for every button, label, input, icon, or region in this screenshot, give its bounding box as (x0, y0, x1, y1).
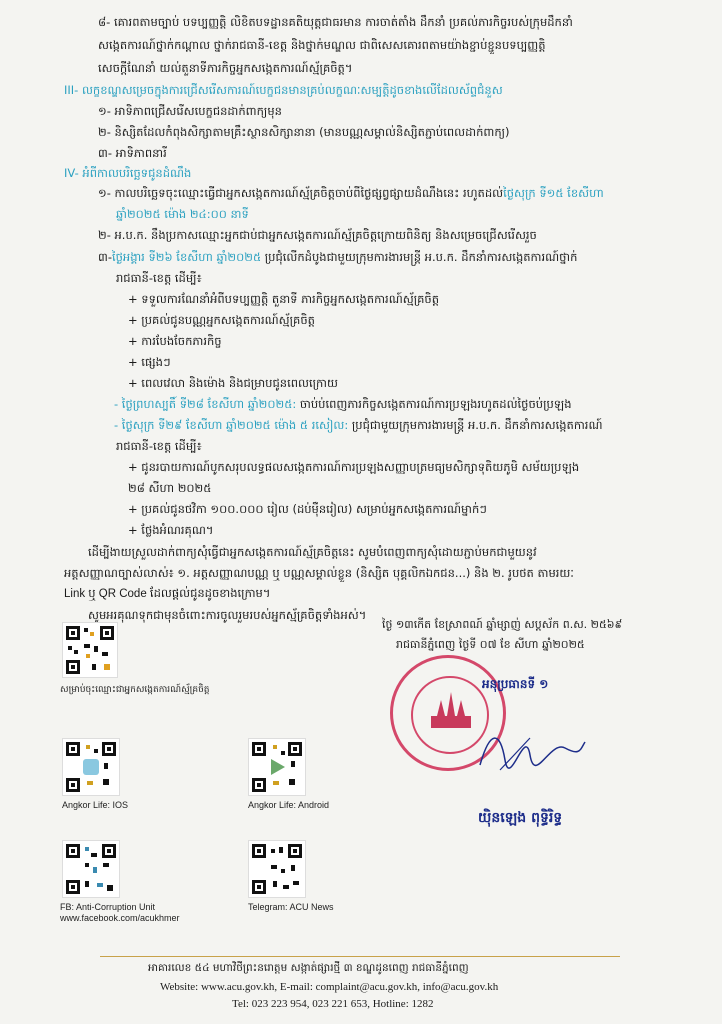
date-solar: រាជធានីភ្នំពេញ ថ្ងៃទី ០៧ ខែ សីហា ឆ្នាំ២០២៥ (396, 638, 585, 651)
register-qr-label: សម្រាប់ចុះឈ្មោះជាអ្នកសង្កេតការណ៍ស្ម័គ្រចិត្ត (60, 684, 210, 694)
qr-icon (63, 623, 117, 677)
item8-line1: ៨- គោរពតាមច្បាប់ បទប្បញ្ញត្តិ លិខិតបទដ្ឋានគតិយុត្តជាធរមាន ការចាត់តាំង ដឹកនាំ ប្រគល់ភារកិច្ចរបស់ក្រុមដឹកនាំ (98, 15, 573, 29)
date-lunar: ថ្ងៃ ១៣កើត ខែស្រាពណ៍ ឆ្នាំម្សាញ់ សប្តស័ក ព.ស. ២៥៦៩ (382, 618, 623, 631)
bullet-list-item: + ការបែងចែកភារកិច្ច (128, 334, 222, 348)
telegram-qr-code[interactable] (248, 840, 306, 898)
s4-item3-cont: រាជធានី-ខេត្ត ដើម្បី៖ (116, 271, 202, 285)
footer-address: អាគារលេខ ៥៤ មហាវិថីព្រះនរោត្តម សង្កាត់ផ្សារថ្មី ៣ ខណ្ឌដូនពេញ រាជធានីភ្នំពេញ (148, 962, 469, 974)
bullet-list-item: + ប្រគល់ជូនបណ្ណអ្នកសង្កេតការណ៍ស្ម័គ្រចិត្ត (128, 313, 315, 327)
s4-item3-date: ថ្ងៃអង្គារ ទី២៦ ខែសីហា ឆ្នាំ២០២៥ (111, 250, 262, 264)
item8-line2: សង្កេតការណ៍ថ្នាក់កណ្តាល ថ្នាក់រាជធានី-ខេត្ត និងថ្នាក់មណ្ឌល ជាពិសេសគោរពតាមយ៉ាងខ្ជាប់ខ្ជួនបទប្បញ្ញត្តិ (98, 38, 546, 52)
signatory-title: អនុប្រធានទី ១ (482, 677, 549, 691)
telegram-qr-label: Telegram: ACU News (248, 902, 334, 912)
s4-item1-text: ១- កាលបរិច្ឆេទចុះឈ្មោះធ្វើជាអ្នកសង្កេតការណ៍ស្ម័គ្រចិត្តចាប់ពីថ្ងៃផ្សព្វផ្សាយដំណឹងនេះ រហូតដល់ (98, 186, 504, 200)
s4-dash2-text: ប្រជុំជាមួយក្រុមការងារមន្ត្រី អ.ប.ក. ដឹកនាំការសង្កេតការណ៍ (348, 418, 603, 432)
s4-dash1-text: ចាប់ប់ពេញភារកិច្ចសង្កេតការណ៍ការប្រឡងរហូតដល់ថ្ងៃចប់ប្រឡង (296, 397, 572, 411)
s4-item3-text: ប្រជុំលើកដំបូងជាមួយក្រុមការងារមន្ត្រី អ.ប.ក. ដឹកនាំការសង្កេតការណ៍ថ្នាក់ (261, 250, 578, 264)
register-qr-code[interactable] (62, 622, 118, 678)
bullet-list-item: + ពេលវេលា និងម៉ោង និងជម្រាបជូនពេលក្រោយ (128, 376, 338, 390)
s4-item3-num: ៣- (98, 250, 112, 264)
bullet-list-item: + ជូនរបាយការណ៍បូកសរុបលទ្ធផលសង្កេតការណ៍ការប្រឡងសញ្ញាបត្រមធ្យមសិក្សាទុតិយភូមិ សម័យប្រឡង (128, 460, 580, 474)
facebook-qr-label: FB: Anti-Corruption Unit (60, 902, 156, 912)
signatory-name: យ៉ិនឡេង ពុទ្ធិរិទ្ធ (478, 810, 563, 826)
qr-icon (63, 841, 119, 897)
section3-title: III- លក្ខខណ្ឌសម្រេចក្នុងការជ្រើសរើសការណ៍បេក្ខជនមានគ្រប់លក្ខណៈសម្បត្តិដូចខាងលើដែលស័ព្ទជំនួស (64, 83, 503, 97)
android-qr-label: Angkor Life: Android (248, 800, 330, 810)
closing-line4: សូមអរគុណទុកជាមុនចំពោះការចូលរួមរបស់អ្នកស្ម័គ្រចិត្តទាំងអស់។ (88, 608, 367, 622)
bullet-list-item: + ប្រគល់ជូនថវិកា ១០០.០០០ រៀល (ដប់ម៉ឺនរៀល) សម្រាប់អ្នកសង្កេតការណ៍ម្នាក់ៗ (128, 502, 487, 516)
s4-item1 (98, 186, 604, 200)
ios-qr-code[interactable] (62, 738, 120, 796)
footer-divider (100, 956, 620, 957)
bullet-list-item: ២៨ សីហា ២០២៥ (128, 481, 212, 495)
s4-dash1 (114, 397, 572, 411)
bullet-list-item: + ទទួលការណែនាំអំពីបទប្បញ្ញត្តិ តួនាទី ភារកិច្ចអ្នកសង្កេតការណ៍ស្ម័គ្រចិត្ត (128, 292, 440, 306)
s3-item3: ៣- អាទិភាពនារី (98, 146, 167, 160)
s3-item2: ២- និស្សិតដែលកំពុងសិក្សាតាមគ្រឹះស្ថានសិក្សានានា (មានបណ្ណសម្គាល់និស្សិតភ្ជាប់ពេលដាក់ពាក្យ) (98, 125, 510, 139)
closing-line1: ដើម្បីងាយស្រួលដាក់ពាក្យសុំធ្វើជាអ្នកសង្កេតការណ៍ស្ម័គ្រចិត្តនេះ សូមបំពេញពាក្យសុំដោយភ្ជាប់មកជាមួយនូវ (88, 545, 537, 559)
s4-item1-date: ថ្ងៃសុក្រ ទី១៥ ខែសីហា (503, 186, 604, 200)
facebook-url-label: www.facebook.com/acukhmer (60, 913, 180, 923)
bullet-list-item: + ថ្លែងអំណរគុណ។ (128, 523, 214, 537)
ios-qr-label: Angkor Life: IOS (62, 800, 129, 810)
bullet-list-item: + ផ្សេងៗ (128, 355, 171, 369)
s4-item3 (98, 250, 577, 264)
s4-dash2-date: - ថ្ងៃសុក្រ ទី២៩ ខែសីហា ឆ្នាំ២០២៥ ម៉ោង ៥ រសៀល: (114, 418, 349, 432)
s4-item2: ២- អ.ប.ក. នឹងប្រកាសឈ្មោះអ្នកជាប់ជាអ្នកសង្កេតការណ៍ស្ម័គ្រចិត្តក្រោយពិនិត្យ និងសម្រេចជ្រើសរើសរួច (98, 228, 537, 242)
section4-title: IV- អំពីកាលបរិច្ឆេទជូនដំណឹង (64, 166, 192, 180)
qr-icon (63, 739, 119, 795)
android-qr-code[interactable] (248, 738, 306, 796)
item8-line3: សេចក្តីណែនាំ យល់តួនាទីភារកិច្ចអ្នកសង្កេតការណ៍ស្ម័គ្រចិត្ត។ (98, 61, 353, 75)
s3-item1: ១- អាទិភាពជ្រើសរើសបេក្ខជនដាក់ពាក្យមុន (98, 104, 282, 118)
footer-web-email: Website: www.acu.gov.kh, E-mail: complaint@acu.gov.kh, info@acu.gov.kh (160, 981, 499, 993)
handwritten-signature (470, 720, 590, 780)
s4-dash2 (114, 418, 603, 432)
qr-icon (249, 841, 305, 897)
closing-line3: Link ឬ QR Code ដែលផ្តល់ជូនដូចខាងក្រោម។ (64, 588, 271, 600)
footer-phones: Tel: 023 223 954, 023 221 653, Hotline: 1282 (232, 998, 434, 1010)
s4-dash1-date: - ថ្ងៃព្រហស្បតិ៍ ទី២៨ ខែសីហា ឆ្នាំ២០២៥: (114, 397, 297, 411)
s4-item1-date-cont: ឆ្នាំ២០២៥ ម៉ោង ២៤:០០ នាទី (116, 207, 249, 221)
s4-dash2-cont: រាជធានី-ខេត្ត ដើម្បី៖ (116, 439, 202, 453)
temple-icon (429, 688, 473, 732)
qr-icon (249, 739, 305, 795)
facebook-qr-code[interactable] (62, 840, 120, 898)
closing-line2: អត្តសញ្ញាណច្បាស់លាស់៖ ១. អត្តសញ្ញាណបណ្ណ ឬ បណ្ណសម្គាល់ខ្លួន (និស្សិត បុគ្គលិកឯកជន...) និង ២. រូបថត តាមរយៈ (64, 566, 574, 580)
